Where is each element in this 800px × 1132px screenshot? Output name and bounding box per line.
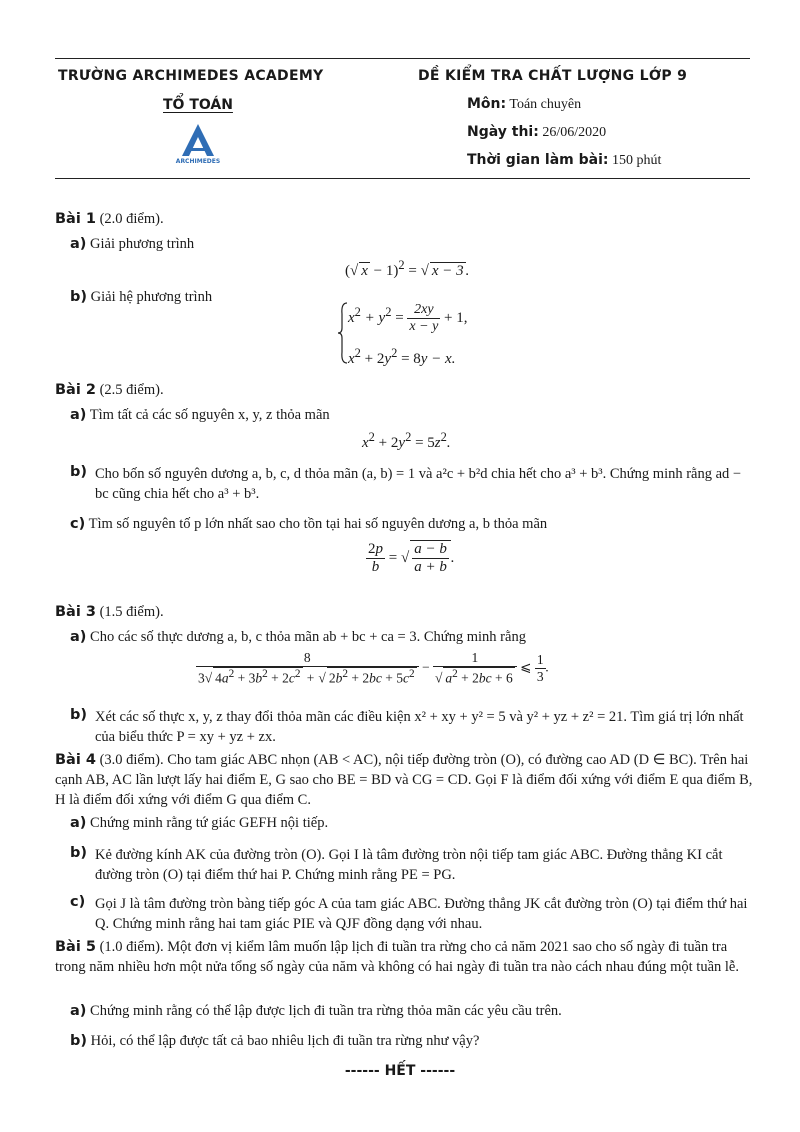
- bai5-a-text: Chứng minh rằng có thể lập được lịch đi tuần tra rừng thỏa mãn các yêu cầu trên.: [90, 1003, 562, 1019]
- bai1-heading: [55, 211, 164, 228]
- school-name: TRƯỜNG ARCHIMEDES ACADEMY: [58, 68, 324, 84]
- bai2-c-text: Tìm số nguyên tố p lớn nhất sao cho tồn tại hai số nguyên dương a, b thỏa mãn: [88, 516, 548, 532]
- bai1-b: [70, 289, 212, 306]
- bai3-heading: [55, 604, 164, 621]
- date-value: 26/06/2020: [542, 125, 607, 140]
- bai5-intro: Một đơn vị kiểm lâm muốn lập lịch đi tuần tra rừng cho cả năm 2021 sao cho số ngày đi tuần tra trong năm nhiều hơn một nửa tổng số ngày của năm và không có hai ngày đi tuần tra nào cách nhau đúng một tuần lễ.: [55, 939, 739, 975]
- time-line: [467, 152, 661, 169]
- subject-label: Môn:: [467, 96, 507, 112]
- equation-3a: $\frac{8}{3√ 4a^2 + 3b^2 + 2c^2 + √ 2b^2 + 2bc + 5c^2}$ − $\frac{1}{√ a^2 + 2bc + 6}$ ⩽ $\frac{1}{3}$ .: [198, 650, 549, 686]
- bai2-b-label-wrap: [70, 464, 87, 481]
- bai5-block: [55, 937, 755, 977]
- bai5-a: [70, 1003, 562, 1020]
- equation-2c: $\frac{2p}{b}$ = √ $\frac{a - b}{a + b}$ .: [368, 541, 455, 575]
- bai3-points: (1.5 điểm).: [99, 604, 164, 620]
- department-name: TỔ TOÁN: [163, 97, 233, 113]
- bai1-a-text: Giải phương trình: [90, 236, 195, 252]
- time-value: 150 phút: [612, 153, 662, 168]
- bai1-a-label: a): [70, 236, 87, 252]
- bai4-c-text: Gọi J là tâm đường tròn bàng tiếp góc A của tam giác ABC. Đường thẳng JK cắt đường tròn (O) tại điểm thứ hai Q. Chứng minh rằng hai tam giác PIE và QJF đồng dạng với nhau.: [95, 896, 748, 932]
- bai4-points: (3.0 điểm).: [99, 752, 164, 768]
- header-rule: [55, 178, 750, 179]
- bai2-title: Bài 2: [55, 382, 96, 398]
- bai2-c-label: c): [70, 516, 86, 532]
- top-rule: [55, 58, 750, 59]
- logo-caption: ARCHIMEDES: [175, 158, 221, 165]
- bai5-a-label: a): [70, 1003, 87, 1019]
- subject-value: Toán chuyên: [509, 97, 582, 112]
- bai1-title: Bài 1: [55, 211, 96, 227]
- bai5-points: (1.0 điểm).: [99, 939, 164, 955]
- bai5-b: [70, 1033, 479, 1050]
- bai4-b-text: Kẻ đường kính AK của đường tròn (O). Gọi I là tâm đường tròn nội tiếp tam giác ABC. Đường thẳng KI cắt đường tròn (O) tại điểm thứ hai P. Chứng minh rằng PE = PG.: [95, 847, 723, 883]
- brace-icon: [338, 302, 348, 364]
- bai2-c: [70, 516, 547, 533]
- bai2-points: (2.5 điểm).: [99, 382, 164, 398]
- bai4-b-label-wrap: [70, 845, 87, 862]
- bai5-title: Bài 5: [55, 939, 96, 955]
- bai3-a-text: Cho các số thực dương a, b, c thỏa mãn ab + bc + ca = 3. Chứng minh rằng: [90, 629, 526, 645]
- bai4-block: [55, 750, 755, 810]
- bai5-b-text: Hỏi, có thể lập được tất cả bao nhiêu lịch đi tuần tra rừng như vậy?: [90, 1033, 480, 1049]
- archimedes-logo: [170, 122, 226, 168]
- bai4-c-label-wrap: [70, 894, 85, 911]
- time-label: Thời gian làm bài:: [467, 152, 609, 168]
- equation-1a: (√ x − 1)$^2$ = √ x − 3 .: [345, 258, 470, 279]
- bai4-a-text: Chứng minh rằng tứ giác GEFH nội tiếp.: [90, 815, 329, 831]
- bai3-a: [70, 629, 526, 646]
- bai4-c-label: c): [70, 894, 86, 910]
- bai2-a: [70, 407, 330, 424]
- bai2-heading: [55, 382, 164, 399]
- bai3-b-label-wrap: [70, 707, 87, 724]
- bai1-points: (2.0 điểm).: [99, 211, 164, 227]
- bai4-intro: Cho tam giác ABC nhọn (AB < AC), nội tiếp đường tròn (O), có đường cao AD (D ∈ BC). Trên hai cạnh AB, AC lần lượt lấy hai điểm E, G sao cho BE = BD và CG = CD. Gọi F là điểm đối xứng với điểm E qua điểm B, H là điểm đối xứng với điểm G qua điểm C.: [55, 752, 753, 808]
- equation-2a: $x^2 + 2y^2 = 5z^2$.: [362, 430, 451, 451]
- bai3-title: Bài 3: [55, 604, 96, 620]
- bai1-b-text: Giải hệ phương trình: [90, 289, 213, 305]
- date-line: [467, 124, 606, 141]
- bai4-title: Bài 4: [55, 752, 96, 768]
- exam-title: DỀ KIỂM TRA CHẤT LƯỢNG LỚP 9: [418, 68, 688, 84]
- bai5-b-label: b): [70, 1033, 88, 1049]
- bai2-b-text: Cho bốn số nguyên dương a, b, c, d thỏa mãn (a, b) = 1 và a²c + b²d chia hết cho a³ + b³. Chứng minh rằng ad − bc cũng chia hết cho a³ + b³.: [95, 466, 742, 502]
- bai4-a: [70, 815, 328, 832]
- end-marker: ------ HẾT ------: [344, 1063, 456, 1079]
- bai3-a-label: a): [70, 629, 87, 645]
- bai1-b-label: b): [70, 289, 88, 305]
- bai4-a-label: a): [70, 815, 87, 831]
- date-label: Ngày thi:: [467, 124, 539, 140]
- subject-line: [467, 96, 581, 113]
- bai3-b-text: Xét các số thực x, y, z thay đổi thỏa mãn các điều kiện x² + xy + y² = 5 và y² + yz + z² = 21. Tìm giá trị lớn nhất của biểu thức P = xy + yz + zx.: [95, 709, 744, 745]
- bai1-a: [70, 236, 194, 253]
- bai2-b-label: b): [70, 464, 88, 480]
- bai2-a-label: a): [70, 407, 87, 423]
- bai4-b-label: b): [70, 845, 88, 861]
- bai3-b-label: b): [70, 707, 88, 723]
- bai2-a-text: Tìm tất cả các số nguyên x, y, z thỏa mãn: [89, 407, 330, 423]
